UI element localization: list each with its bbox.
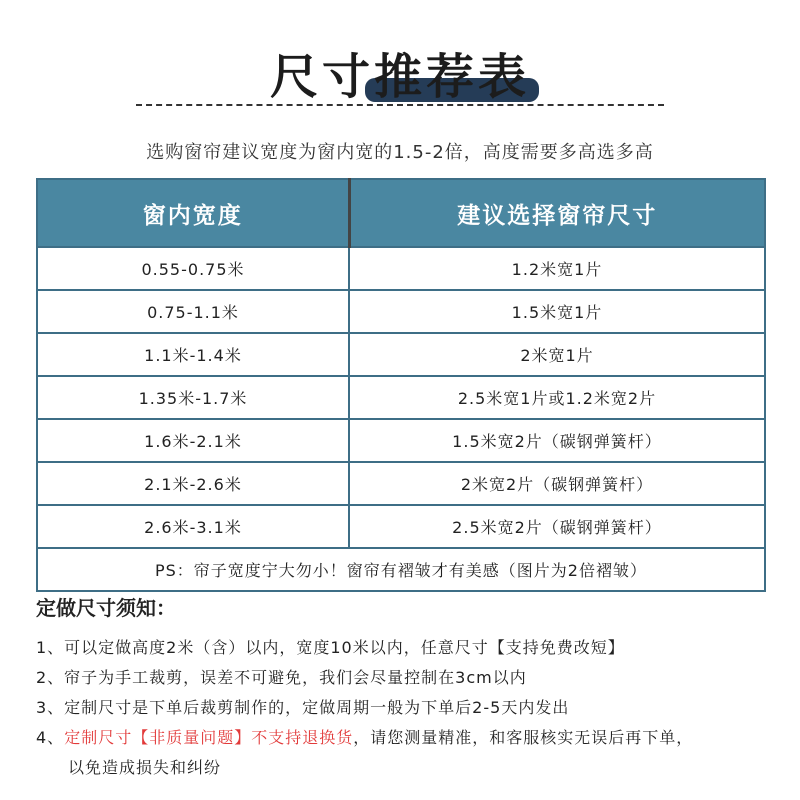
recommended-size-cell: 1.2米宽1片 [349,247,765,290]
table-row [37,333,765,376]
table-row [37,247,765,290]
notes-section [36,592,693,783]
window-width-cell: 2.1米-2.6米 [37,462,349,505]
table-row [37,290,765,333]
warning-text: 定制尺寸【非质量问题】不支持退换货 [64,728,354,747]
recommended-size-cell: 2米宽1片 [349,333,765,376]
divider [136,104,664,106]
note-text: ，请您测量精准，和客服核实无误后再下单， [353,728,694,747]
table-note: PS：帘子宽度宁大勿小！窗帘有褶皱才有美感（图片为2倍褶皱） [37,548,765,591]
table-row [37,376,765,419]
notes-heading: 定做尺寸须知： [36,596,176,620]
note-item-continued: 以免造成损失和纠纷 [68,758,222,777]
recommended-size-cell: 2.5米宽1片或1.2米宽2片 [349,376,765,419]
note-item: 3、定制尺寸是下单后裁剪制作的，定做周期一般为下单后2-5天内发出 [36,698,570,717]
table-row [37,505,765,548]
window-width-cell: 0.75-1.1米 [37,290,349,333]
note-item [36,723,693,753]
recommended-size-cell: 2.5米宽2片（碳钢弹簧杆） [349,505,765,548]
recommended-size-cell: 1.5米宽1片 [349,290,765,333]
header-recommended-size: 建议选择窗帘尺寸 [349,179,765,247]
note-number: 4、 [36,728,65,747]
recommended-size-cell: 2米宽2片（碳钢弹簧杆） [349,462,765,505]
note-item: 1、可以定做高度2米（含）以内，宽度10米以内，任意尺寸【支持免费改短】 [36,638,625,657]
window-width-cell: 2.6米-3.1米 [37,505,349,548]
subtitle: 选购窗帘建议宽度为窗内宽的1.5-2倍，高度需要多高选多高 [146,142,654,163]
size-table [36,178,766,592]
window-width-cell: 0.55-0.75米 [37,247,349,290]
recommended-size-cell: 1.5米宽2片（碳钢弹簧杆） [349,419,765,462]
note-item: 2、帘子为手工裁剪，误差不可避免，我们会尽量控制在3cm以内 [36,668,527,687]
page-title: 尺寸推荐表 [269,49,530,105]
window-width-cell: 1.6米-2.1米 [37,419,349,462]
table-row [37,419,765,462]
window-width-cell: 1.35米-1.7米 [37,376,349,419]
window-width-cell: 1.1米-1.4米 [37,333,349,376]
header-window-width: 窗内宽度 [37,179,349,247]
table-row [37,462,765,505]
